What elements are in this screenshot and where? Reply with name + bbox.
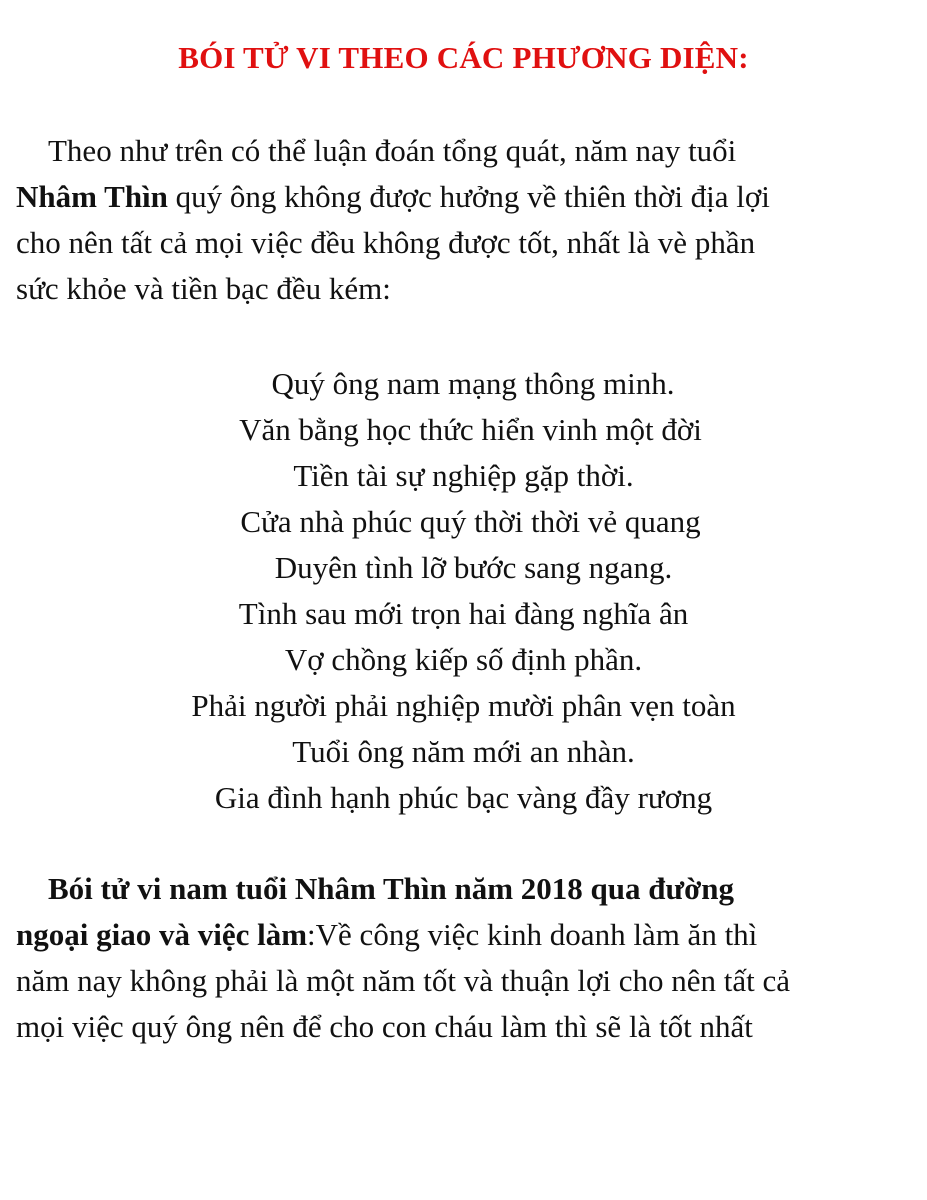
intro-line-3: cho nên tất cả mọi việc đều không được tốt, nhất là vè phần [16, 225, 756, 260]
poem-line: Duyên tình lỡ bước sang ngang. [274, 550, 673, 585]
intro-line-1: Theo như trên có thể luận đoán tổng quát, năm nay tuổi [48, 133, 737, 168]
poem-line: Tiền tài sự nghiệp gặp thời. [293, 458, 634, 493]
intro-line-2-rest: quý ông không được hưởng về thiên thời địa lợi [167, 179, 770, 214]
intro-line-2 [16, 174, 916, 220]
poem-line: Cửa nhà phúc quý thời thời vẻ quang [240, 504, 701, 539]
poem-line: Gia đình hạnh phúc bạc vàng đầy rương [214, 780, 713, 815]
work-line-2 [16, 912, 916, 958]
poem-line: Phải người phải nghiệp mười phân vẹn toàn [191, 688, 736, 723]
work-heading-line-2: ngoại giao và việc làm [16, 917, 308, 952]
intro-bold-name: Nhâm Thìn [16, 179, 168, 214]
poem [0, 361, 927, 821]
poem-line: Vợ chồng kiếp số định phần. [284, 642, 643, 677]
work-heading-line-1: Bói tử vi nam tuổi Nhâm Thìn năm 2018 qua đường [48, 871, 735, 906]
poem-line: Quý ông nam mạng thông minh. [271, 366, 675, 401]
intro-line-4: sức khỏe và tiền bạc đều kém: [16, 271, 391, 306]
work-paragraph [16, 866, 916, 1050]
page-title: BÓI TỬ VI THEO CÁC PHƯƠNG DIỆN: [178, 40, 749, 75]
work-line-3: năm nay không phải là một năm tốt và thuận lợi cho nên tất cả [16, 963, 790, 998]
poem-line: Tuổi ông năm mới an nhàn. [292, 734, 635, 769]
intro-paragraph [16, 128, 916, 312]
poem-line: Văn bằng học thức hiển vinh một đời [239, 412, 702, 447]
work-line-2-rest: :Về công việc kinh doanh làm ăn thì [307, 917, 758, 952]
poem-line: Tình sau mới trọn hai đàng nghĩa ân [238, 596, 689, 631]
work-line-4: mọi việc quý ông nên để cho con cháu làm thì sẽ là tốt nhất [16, 1009, 753, 1044]
